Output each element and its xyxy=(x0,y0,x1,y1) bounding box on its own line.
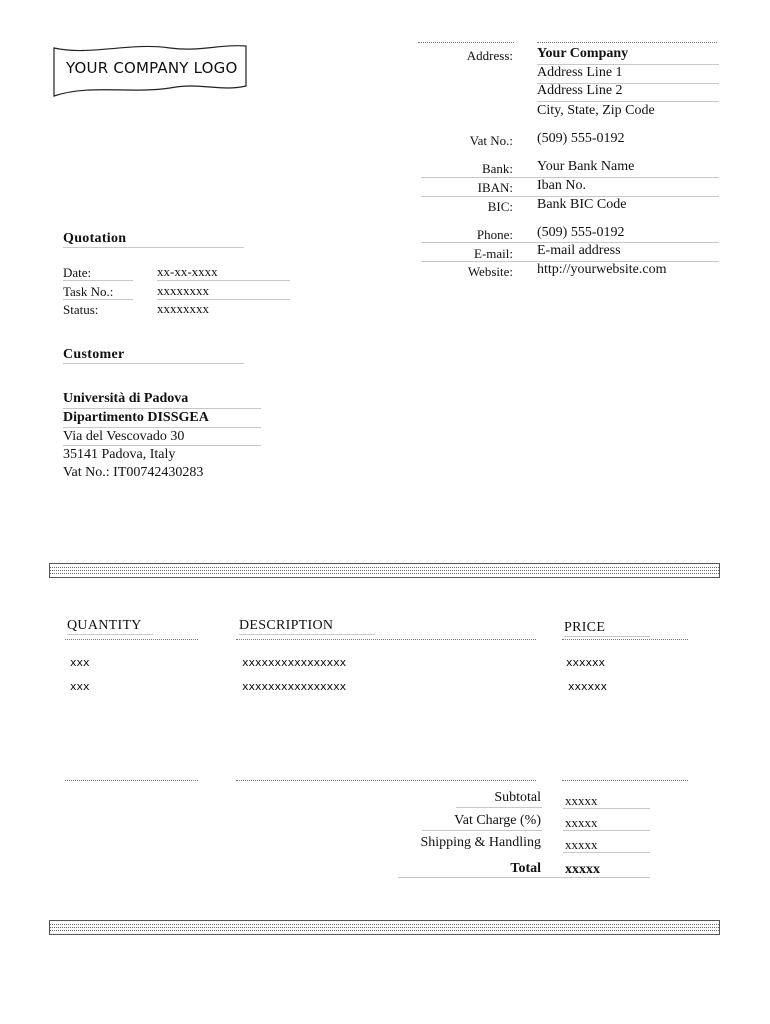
column-header-quantity: QUANTITY xyxy=(67,618,142,633)
row-2-price: xxxxxx xyxy=(568,680,608,693)
bic-label: BIC: xyxy=(487,199,513,214)
column-header-price: PRICE xyxy=(564,620,606,635)
quotation-task: xxxxxxxx xyxy=(157,283,209,298)
company-bank: Your Bank Name xyxy=(537,159,635,174)
quotation-status: xxxxxxxx xyxy=(157,301,209,316)
company-phone: (509) 555-0192 xyxy=(537,225,625,240)
row-2-description: xxxxxxxxxxxxxxxx xyxy=(242,680,347,693)
phone-label: Phone: xyxy=(476,227,513,242)
company-bic: Bank BIC Code xyxy=(537,197,627,212)
bank-label: Bank: xyxy=(481,161,513,176)
quotation-date: xx-xx-xxxx xyxy=(157,264,218,279)
customer-name-2: Dipartimento DISSGEA xyxy=(63,410,209,425)
email-label: E-mail: xyxy=(474,246,513,261)
company-city: City, State, Zip Code xyxy=(537,103,655,118)
customer-street: Via del Vescovado 30 xyxy=(63,429,185,444)
vat-charge-label: Vat Charge (%) xyxy=(454,813,541,828)
company-email: E-mail address xyxy=(537,243,621,258)
address-label: Address: xyxy=(466,48,513,63)
status-label: Status: xyxy=(63,302,99,317)
date-label: Date: xyxy=(63,265,92,280)
vat-charge-value: xxxxx xyxy=(565,815,598,830)
separator-band-top xyxy=(49,563,720,578)
row-1-price: xxxxxx xyxy=(566,656,606,669)
column-header-description: DESCRIPTION xyxy=(239,618,334,633)
customer-vat: Vat No.: IT00742430283 xyxy=(63,465,204,480)
subtotal-value: xxxxx xyxy=(565,793,598,808)
task-label: Task No.: xyxy=(63,284,114,299)
company-name: Your Company xyxy=(537,46,629,61)
company-iban: Iban No. xyxy=(537,178,586,193)
separator-band-bottom xyxy=(49,920,720,935)
vat-label: Vat No.: xyxy=(469,133,513,148)
company-address-line1: Address Line 1 xyxy=(537,65,623,80)
row-2-quantity: xxx xyxy=(70,680,90,693)
row-1-quantity: xxx xyxy=(70,656,90,669)
company-logo-text: YOUR COMPANY LOGO xyxy=(66,59,238,77)
shipping-label: Shipping & Handling xyxy=(420,835,541,850)
quotation-title: Quotation xyxy=(63,231,127,246)
customer-name-1: Università di Padova xyxy=(63,391,189,406)
website-label: Website: xyxy=(467,264,513,279)
total-value: xxxxx xyxy=(565,862,600,877)
row-1-description: xxxxxxxxxxxxxxxx xyxy=(242,656,347,669)
iban-label: IBAN: xyxy=(477,180,513,195)
company-website[interactable]: http://yourwebsite.com xyxy=(537,262,667,277)
customer-title: Customer xyxy=(63,347,125,362)
subtotal-label: Subtotal xyxy=(494,790,541,805)
shipping-value: xxxxx xyxy=(565,837,598,852)
total-label: Total xyxy=(510,861,541,876)
company-vat: (509) 555-0192 xyxy=(537,131,625,146)
company-address-line2: Address Line 2 xyxy=(537,83,623,98)
customer-city: 35141 Padova, Italy xyxy=(63,447,176,462)
